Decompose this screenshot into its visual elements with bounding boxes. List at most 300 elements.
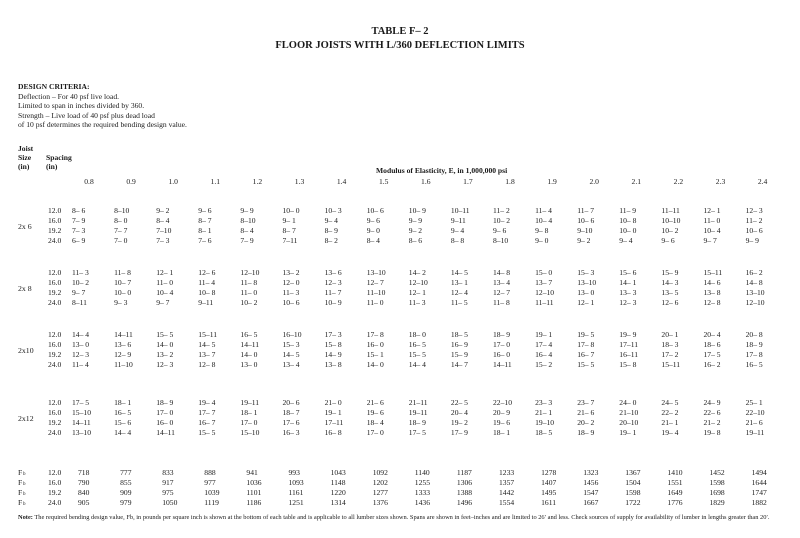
fb-value: 790 <box>78 478 90 487</box>
span-value: 8– 8 <box>450 236 465 245</box>
span-value: 17– 3 <box>324 330 342 339</box>
span-value: 10– 0 <box>282 206 300 215</box>
span-value: 6– 9 <box>72 236 86 245</box>
span-value: 10– 9 <box>324 298 342 307</box>
span-value: 20– 6 <box>282 398 300 407</box>
span-value: 14– 3 <box>661 278 679 287</box>
span-value: 16–10 <box>282 330 302 339</box>
fb-value: 1161 <box>288 488 304 497</box>
span-value: 20– 4 <box>450 408 468 417</box>
span-value: 17– 0 <box>493 340 511 349</box>
span-value: 9–11 <box>450 216 466 225</box>
fb-value: 1202 <box>372 478 388 487</box>
design-criteria <box>18 82 187 130</box>
fb-value: 1452 <box>709 468 725 477</box>
span-value: 17– 8 <box>366 330 384 339</box>
fb-value: 1829 <box>709 498 725 507</box>
fb-value: 1644 <box>751 478 767 487</box>
fb-spacing: 16.0 <box>48 478 62 487</box>
modulus-header: Modulus of Elasticity, E, in 1,000,000 psi <box>376 166 508 175</box>
span-value: 21– 1 <box>535 408 553 417</box>
span-value: 23– 7 <box>577 398 595 407</box>
span-value: 10–10 <box>661 216 681 225</box>
span-value: 15– 6 <box>114 418 132 427</box>
span-value: 16– 0 <box>156 418 174 427</box>
span-value: 10– 0 <box>114 288 132 297</box>
spacing-value: 24.0 <box>48 236 62 245</box>
span-value: 9– 8 <box>535 226 549 235</box>
span-value: 9– 2 <box>577 236 591 245</box>
fb-value: 840 <box>78 488 90 497</box>
span-value: 13– 6 <box>114 340 132 349</box>
span-value: 11– 0 <box>240 288 258 297</box>
spacing-value: 24.0 <box>48 298 62 307</box>
span-value: 22–10 <box>493 398 512 407</box>
joist-size: 2x10 <box>18 346 34 355</box>
span-value: 12–10 <box>745 298 765 307</box>
span-value: 16– 2 <box>703 360 721 369</box>
span-value: 19– 4 <box>198 398 216 407</box>
span-value: 15– 1 <box>366 350 384 359</box>
span-value: 16– 5 <box>114 408 132 417</box>
span-value: 12– 1 <box>703 206 721 215</box>
span-value: 10– 9 <box>408 206 426 215</box>
span-value: 8– 6 <box>72 206 86 215</box>
span-value: 17–11 <box>619 340 638 349</box>
span-value: 25– 1 <box>745 398 763 407</box>
span-value: 11–11 <box>535 298 554 307</box>
fb-value: 1050 <box>162 498 178 507</box>
span-value: 15–11 <box>703 268 723 277</box>
span-value: 19– 5 <box>577 330 595 339</box>
span-value: 18– 6 <box>703 340 721 349</box>
span-value: 22– 2 <box>661 408 679 417</box>
span-value: 10– 2 <box>661 226 679 235</box>
span-value: 18– 9 <box>156 398 174 407</box>
span-value: 16– 9 <box>450 340 468 349</box>
span-value: 11– 7 <box>324 288 342 297</box>
span-value: 17– 4 <box>535 340 553 349</box>
fb-value: 1043 <box>330 468 346 477</box>
span-value: 9– 9 <box>408 216 423 225</box>
span-value: 13– 1 <box>450 278 468 287</box>
span-value: 15– 5 <box>577 360 595 369</box>
fb-value: 1456 <box>583 478 599 487</box>
fb-value: 1220 <box>330 488 346 497</box>
span-value: 10– 4 <box>535 216 553 225</box>
fb-value: 1119 <box>204 498 219 507</box>
fb-value: 1187 <box>456 468 472 477</box>
span-value: 13– 5 <box>661 288 679 297</box>
span-value: 20– 1 <box>661 330 679 339</box>
span-value: 12– 4 <box>450 288 468 297</box>
span-value: 15– 9 <box>450 350 468 359</box>
span-value: 17– 0 <box>366 428 384 437</box>
span-value: 16– 2 <box>745 268 763 277</box>
span-value: 21–10 <box>619 408 639 417</box>
span-value: 12– 8 <box>198 360 216 369</box>
span-value: 15– 0 <box>535 268 553 277</box>
span-value: 21– 2 <box>703 418 721 427</box>
span-value: 8–10 <box>114 206 130 215</box>
fb-label: F <box>18 478 23 487</box>
span-value: 17– 8 <box>577 340 595 349</box>
span-value: 15– 3 <box>577 268 595 277</box>
span-value: 15– 5 <box>156 330 174 339</box>
span-value: 15– 9 <box>661 268 679 277</box>
fb-value: 1598 <box>709 478 725 487</box>
span-value: 7– 6 <box>198 236 212 245</box>
span-value: 21– 0 <box>324 398 342 407</box>
fb-value: 1649 <box>667 488 683 497</box>
span-value: 9– 4 <box>324 216 338 225</box>
span-value: 14– 0 <box>156 340 174 349</box>
fb-value: 1388 <box>456 488 473 497</box>
span-value: 14–11 <box>72 418 91 427</box>
span-value: 20– 9 <box>493 408 511 417</box>
modulus-value: 1.5 <box>378 177 389 186</box>
fb-value: 909 <box>120 488 132 497</box>
span-value: 10– 6 <box>745 226 763 235</box>
spacing-value: 12.0 <box>48 330 62 339</box>
fb-label: F <box>18 498 23 507</box>
span-value: 20– 2 <box>577 418 595 427</box>
modulus-value: 2.2 <box>673 177 684 186</box>
span-value: 13– 2 <box>156 350 174 359</box>
span-value: 15– 5 <box>198 428 216 437</box>
span-value: 8–11 <box>72 298 87 307</box>
criteria-heading: DESIGN CRITERIA: <box>18 82 90 91</box>
fb-value: 1036 <box>246 478 262 487</box>
span-value: 7– 3 <box>72 226 86 235</box>
span-value: 13– 4 <box>493 278 511 287</box>
span-value: 9– 0 <box>535 236 549 245</box>
joist-label: Joist <box>18 144 34 153</box>
span-value: 16– 0 <box>366 340 384 349</box>
fb-label: F <box>18 488 23 497</box>
span-value: 11– 4 <box>535 206 552 215</box>
span-value: 20–10 <box>619 418 639 427</box>
fb-value: 1547 <box>583 488 599 497</box>
span-value: 18– 3 <box>661 340 679 349</box>
spacing-value: 12.0 <box>48 398 62 407</box>
span-value: 17– 6 <box>282 418 300 427</box>
span-value: 12– 3 <box>619 298 637 307</box>
span-value: 14– 4 <box>408 360 426 369</box>
span-value: 13– 0 <box>577 288 595 297</box>
span-value: 15–11 <box>198 330 217 339</box>
span-value: 17– 5 <box>72 398 90 407</box>
span-value: 12– 3 <box>745 206 763 215</box>
criteria-line: Limited to span in inches divided by 360. <box>18 101 145 111</box>
span-value: 11– 7 <box>577 206 594 215</box>
span-value: 16– 8 <box>324 428 342 437</box>
span-value: 12– 6 <box>198 268 216 277</box>
fb-value: 1551 <box>667 478 683 487</box>
span-value: 19– 6 <box>366 408 384 417</box>
span-value: 14– 5 <box>198 340 216 349</box>
span-value: 7– 7 <box>114 226 128 235</box>
fb-value: 1093 <box>288 478 304 487</box>
span-value: 14–11 <box>114 330 133 339</box>
span-value: 15– 3 <box>282 340 300 349</box>
fb-subscript: b <box>23 492 26 497</box>
fb-spacing: 12.0 <box>48 468 62 477</box>
span-value: 12– 6 <box>661 298 679 307</box>
size-label: Size <box>18 153 32 162</box>
span-value: 13– 4 <box>282 360 300 369</box>
fb-value: 777 <box>120 468 132 477</box>
span-value: 21– 6 <box>366 398 384 407</box>
joist-size: 2x 8 <box>18 284 32 293</box>
span-value: 19– 1 <box>535 330 553 339</box>
span-value: 12– 3 <box>72 350 90 359</box>
span-value: 23– 3 <box>535 398 553 407</box>
fb-value: 1333 <box>414 488 430 497</box>
span-value: 24– 9 <box>703 398 721 407</box>
span-value: 10– 3 <box>324 206 342 215</box>
span-value: 13– 7 <box>198 350 216 359</box>
span-value: 13–10 <box>72 428 91 437</box>
span-value: 15–10 <box>240 428 260 437</box>
fb-value: 1410 <box>667 468 683 477</box>
span-value: 18– 5 <box>535 428 553 437</box>
span-value: 19– 2 <box>450 418 468 427</box>
fb-value: 855 <box>120 478 132 487</box>
span-value: 10– 7 <box>114 278 132 287</box>
fb-value: 1722 <box>625 498 641 507</box>
span-value: 10– 0 <box>619 226 637 235</box>
fb-value: 1747 <box>751 488 767 497</box>
span-value: 14– 4 <box>72 330 90 339</box>
span-value: 17– 2 <box>661 350 679 359</box>
spacing-value: 19.2 <box>48 226 62 235</box>
span-value: 14– 2 <box>408 268 426 277</box>
span-value: 8– 7 <box>198 216 212 225</box>
fb-value: 993 <box>288 468 300 477</box>
span-value: 16– 5 <box>745 360 763 369</box>
spacing-value: 16.0 <box>48 408 62 417</box>
span-value: 12– 7 <box>493 288 511 297</box>
span-value: 12– 8 <box>703 298 721 307</box>
span-value: 9– 7 <box>703 236 717 245</box>
table-note <box>18 514 788 522</box>
spacing-value: 16.0 <box>48 216 62 225</box>
span-value: 9– 9 <box>240 206 254 215</box>
span-value: 22–10 <box>745 408 765 417</box>
span-value: 17– 5 <box>408 428 426 437</box>
modulus-value: 1.4 <box>336 177 347 186</box>
fb-value: 1101 <box>246 488 262 497</box>
span-value: 21–11 <box>408 398 428 407</box>
span-value: 11– 3 <box>72 268 89 277</box>
span-value: 11– 0 <box>156 278 173 287</box>
spacing-value: 12.0 <box>48 268 62 277</box>
span-value: 21– 1 <box>661 418 679 427</box>
joist-size: 2x 6 <box>18 222 32 231</box>
fb-subscript: b <box>23 502 26 507</box>
span-value: 10– 6 <box>577 216 595 225</box>
span-value: 24– 0 <box>619 398 637 407</box>
span-value: 10– 2 <box>493 216 511 225</box>
span-value: 19–11 <box>745 428 765 437</box>
span-value: 15– 6 <box>619 268 637 277</box>
span-value: 12– 7 <box>366 278 384 287</box>
spacing-value: 12.0 <box>48 206 62 215</box>
span-value: 18– 0 <box>408 330 426 339</box>
fb-value: 905 <box>78 498 90 507</box>
fb-value: 1495 <box>541 488 557 497</box>
span-value: 11–10 <box>114 360 133 369</box>
spacing-unit: (in) <box>46 162 58 171</box>
criteria-line: of 10 psf determines the required bending design value. <box>18 120 187 130</box>
span-value: 19– 4 <box>661 428 679 437</box>
span-value: 17– 0 <box>156 408 174 417</box>
modulus-value: 0.9 <box>126 177 136 186</box>
span-value: 8– 2 <box>324 236 338 245</box>
fb-value: 888 <box>204 468 216 477</box>
fb-subscript: b <box>23 472 26 477</box>
span-value: 14– 7 <box>450 360 468 369</box>
fb-value: 1357 <box>499 478 515 487</box>
span-value: 13– 3 <box>619 288 637 297</box>
fb-value: 1323 <box>583 468 599 477</box>
span-value: 16–11 <box>619 350 638 359</box>
span-value: 12–10 <box>240 268 260 277</box>
span-value: 8– 6 <box>408 236 423 245</box>
span-value: 12–10 <box>535 288 555 297</box>
span-value: 11– 3 <box>282 288 300 297</box>
span-value: 16– 3 <box>282 428 300 437</box>
fb-value: 1092 <box>372 468 388 477</box>
span-value: 9– 0 <box>366 226 380 235</box>
span-value: 17– 5 <box>703 350 721 359</box>
modulus-value: 2.1 <box>631 177 642 186</box>
span-value: 9– 7 <box>72 288 86 297</box>
fb-value: 979 <box>120 498 132 507</box>
span-value: 9– 7 <box>156 298 170 307</box>
span-value: 18– 9 <box>745 340 763 349</box>
span-value: 10– 2 <box>240 298 258 307</box>
fb-label: F <box>18 468 23 477</box>
span-value: 18– 9 <box>493 330 511 339</box>
span-value: 11– 4 <box>72 360 89 369</box>
note-text: The required bending design value, Fb, in pounds per square inch is shown at the bottom of each table and is applicable to all lumber sizes shown. Spans are shown in feet–inches and are limited to 26′ and less. Check sources of supply for availability of lumber in lengths greater than 20′. <box>34 514 770 521</box>
modulus-value: 1.2 <box>252 177 263 186</box>
fb-value: 1554 <box>499 498 515 507</box>
modulus-value: 1.3 <box>294 177 305 186</box>
span-value: 19– 9 <box>619 330 637 339</box>
span-value: 11–11 <box>661 206 680 215</box>
table-number: TABLE F– 2 <box>371 26 429 37</box>
span-value: 11– 5 <box>450 298 468 307</box>
span-value: 18– 4 <box>366 418 384 427</box>
span-value: 8– 4 <box>156 216 170 225</box>
modulus-value: 1.1 <box>210 177 221 186</box>
span-value: 16– 7 <box>577 350 595 359</box>
span-value: 7– 9 <box>72 216 86 225</box>
span-value: 15– 5 <box>408 350 426 359</box>
span-value: 19–10 <box>535 418 555 427</box>
span-value: 12– 9 <box>114 350 132 359</box>
span-value: 7– 0 <box>114 236 128 245</box>
span-value: 14– 9 <box>324 350 342 359</box>
span-value: 12– 3 <box>156 360 174 369</box>
span-value: 17– 0 <box>240 418 258 427</box>
fb-value: 1504 <box>625 478 641 487</box>
span-value: 19– 8 <box>703 428 721 437</box>
span-value: 9– 4 <box>619 236 633 245</box>
span-value: 18– 1 <box>493 428 511 437</box>
spacing-value: 24.0 <box>48 360 62 369</box>
span-value: 12–10 <box>408 278 428 287</box>
span-value: 8– 9 <box>324 226 338 235</box>
span-value: 9– 9 <box>745 236 759 245</box>
fb-value: 1277 <box>372 488 388 497</box>
fb-value: 1376 <box>372 498 388 507</box>
span-value: 7–11 <box>282 236 298 245</box>
span-value: 10– 6 <box>282 298 300 307</box>
span-value: 16– 5 <box>240 330 258 339</box>
spacing-header <box>46 153 72 171</box>
fb-subscript: b <box>23 482 26 487</box>
span-value: 11– 4 <box>198 278 216 287</box>
span-value: 14–11 <box>156 428 175 437</box>
fb-value: 941 <box>246 468 258 477</box>
modulus-value: 2.0 <box>589 177 599 186</box>
span-value: 13– 0 <box>240 360 258 369</box>
span-value: 12– 0 <box>282 278 300 287</box>
span-value: 13– 6 <box>324 268 342 277</box>
size-unit: (in) <box>18 162 30 171</box>
fb-value: 1496 <box>456 498 473 507</box>
span-value: 7– 3 <box>156 236 170 245</box>
span-value: 17–11 <box>324 418 344 427</box>
span-value: 10– 4 <box>156 288 174 297</box>
fb-value: 1039 <box>204 488 220 497</box>
span-value: 11– 9 <box>619 206 637 215</box>
span-value: 14– 0 <box>366 360 384 369</box>
span-value: 8–10 <box>493 236 509 245</box>
span-value: 17– 7 <box>198 408 216 417</box>
span-value: 24– 5 <box>661 398 679 407</box>
spacing-value: 16.0 <box>48 340 62 349</box>
span-value: 14–11 <box>493 360 512 369</box>
span-value: 9– 6 <box>661 236 675 245</box>
span-value: 17– 9 <box>450 428 468 437</box>
span-value: 10– 6 <box>366 206 384 215</box>
span-value: 13– 8 <box>703 288 721 297</box>
fb-value: 917 <box>162 478 174 487</box>
fb-value: 1407 <box>541 478 557 487</box>
span-value: 19–11 <box>408 408 428 417</box>
span-value: 9–11 <box>198 298 214 307</box>
span-value: 13–10 <box>366 268 386 277</box>
span-value: 11–10 <box>366 288 386 297</box>
span-value: 18– 7 <box>282 408 300 417</box>
span-value: 11– 2 <box>745 216 763 225</box>
fb-value: 1776 <box>667 498 683 507</box>
span-value: 19–11 <box>240 398 260 407</box>
span-value: 9– 2 <box>408 226 423 235</box>
span-value: 11– 0 <box>703 216 721 225</box>
span-value: 8– 7 <box>282 226 296 235</box>
span-value: 10–11 <box>450 206 470 215</box>
spacing-value: 19.2 <box>48 418 62 427</box>
fb-value: 1233 <box>499 468 515 477</box>
span-value: 8–10 <box>240 216 256 225</box>
span-value: 19– 1 <box>619 428 637 437</box>
